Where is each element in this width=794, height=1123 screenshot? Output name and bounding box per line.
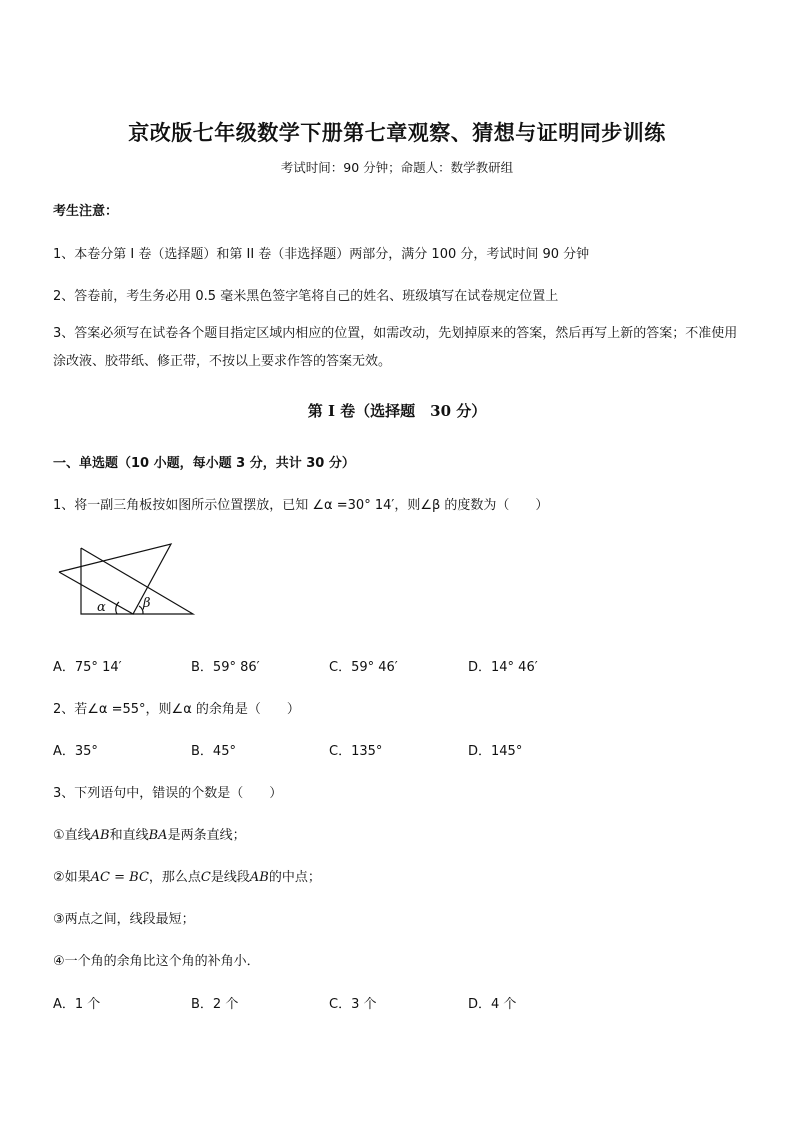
alpha-arc bbox=[116, 602, 119, 614]
statement-3: ③两点之间，线段最短； bbox=[53, 912, 195, 927]
question-stem: 2、若∠α =55°，则∠α 的余角是（ ） bbox=[53, 702, 300, 717]
notice-item: 2、答卷前，考生务必用 0.5 毫米黑色签字笔将自己的姓名、班级填写在试卷规定位置上 bbox=[53, 289, 559, 304]
alpha-label: α bbox=[97, 600, 106, 615]
question-stem: 1、将一副三角板按如图所示位置摆放，已知 ∠α =30° 14′，则∠β 的度数为（ ） bbox=[53, 498, 549, 513]
option-a: A．75° 14′ bbox=[53, 660, 122, 675]
statement-4: ④一个角的余角比这个角的补角小． bbox=[53, 954, 260, 969]
statement-text: 和直线 bbox=[109, 828, 149, 843]
option-a: A．1 个 bbox=[53, 997, 101, 1012]
option-d: D．4 个 bbox=[468, 997, 517, 1012]
math-expression: BA bbox=[148, 828, 168, 843]
notice-item: 1、本卷分第 I 卷（选择题）和第 II 卷（非选择题）两部分，满分 100 分，考试时间 90 分钟 bbox=[53, 247, 590, 262]
statement-text: ②如果 bbox=[53, 870, 91, 885]
document-title: 京改版七年级数学下册第七章观察、猜想与证明同步训练 bbox=[128, 120, 666, 145]
option-c: C．59° 46′ bbox=[329, 660, 398, 675]
statement-2 bbox=[53, 866, 321, 885]
part-heading: 一、单选题（10 小题，每小题 3 分，共计 30 分） bbox=[53, 456, 355, 471]
option-b: B．2 个 bbox=[191, 997, 239, 1012]
set-square-obtuse-triangle bbox=[59, 544, 171, 614]
beta-label: β bbox=[143, 596, 151, 611]
statement-text: ，那么点 bbox=[148, 870, 201, 885]
statement-1 bbox=[53, 824, 246, 843]
statement-text: 的中点； bbox=[268, 870, 321, 885]
triangle-figure bbox=[55, 540, 200, 620]
exam-info: 考试时间：90 分钟；命题人：数学教研组 bbox=[280, 160, 514, 175]
option-c: C．135° bbox=[329, 744, 383, 759]
notice-item: 3、答案必须写在试卷各个题目指定区域内相应的位置，如需改动，先划掉原来的答案，然后再写上新的答案；不准使用涂改液、胶带纸、修正带，不按以上要求作答的答案无效。 bbox=[53, 326, 738, 369]
math-expression: AB bbox=[90, 828, 110, 843]
option-c: C．3 个 bbox=[329, 997, 377, 1012]
question-stem: 3、下列语句中，错误的个数是（ ） bbox=[53, 786, 283, 801]
math-expression: AC = BC bbox=[90, 870, 149, 885]
statement-text: 是线段 bbox=[210, 870, 250, 885]
section-title: 第 I 卷（选择题 30 分） bbox=[307, 402, 487, 420]
statement-text: ①直线 bbox=[53, 828, 91, 843]
option-a: A．35° bbox=[53, 744, 98, 759]
math-expression: C bbox=[200, 870, 211, 885]
notice-heading: 考生注意： bbox=[53, 204, 119, 219]
math-expression: AB bbox=[249, 870, 269, 885]
statement-text: 是两条直线； bbox=[167, 828, 246, 843]
option-d: D．145° bbox=[468, 744, 523, 759]
option-b: B．59° 86′ bbox=[191, 660, 260, 675]
option-d: D．14° 46′ bbox=[468, 660, 538, 675]
option-b: B．45° bbox=[191, 744, 236, 759]
